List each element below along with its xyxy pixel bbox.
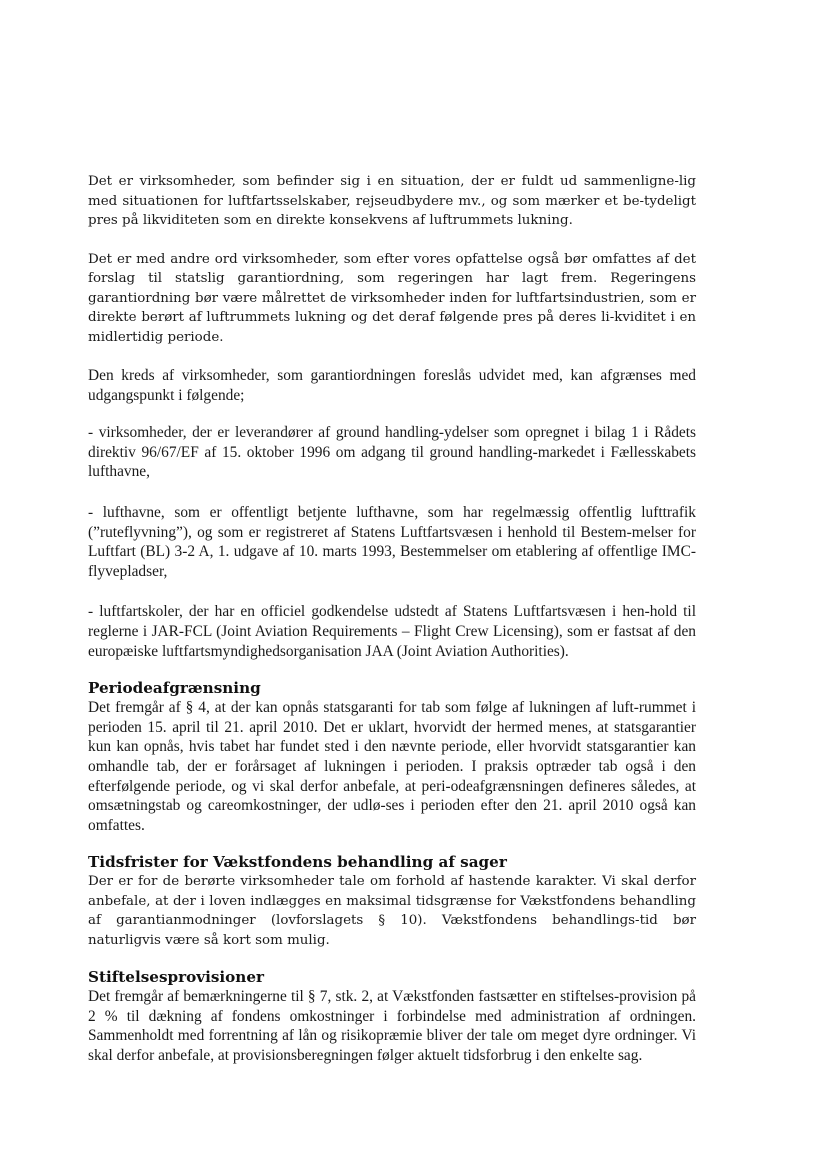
- section-body-period: Det fremgår af § 4, at der kan opnås statsgaranti for tab som følge af lukningen af luft-rummet i perioden 15. april til 21. april 2010. Det er uklart, hvorvidt der hermed menes, at statsgarantier kun kan opnås, hvis tabet har fundet sted i den nævnte periode, eller hvorvidt statsgarantier kan omhandle tab, der er forårsaget af lukningen i perioden. I praksis optræder tab også i den efterfølgende periode, og vi skal derfor anbefale, at peri-odeafgrænsningen defineres således, at omsætningstab og careomkostninger, der udlø-ses i perioden efter den 21. april 2010 også kan omfattes.: [88, 699, 696, 834]
- paragraph-circle-definition: Den kreds af virksomheder, som garantiordningen foreslås udvidet med, kan afgrænses med udgangspunkt i følgende;: [88, 367, 696, 404]
- document-body: [88, 172, 696, 1066]
- section-body-provisions: Det fremgår af bemærkningerne til § 7, stk. 2, at Vækstfonden fastsætter en stiftelses-provision på 2 % til dækning af fondens omkostninger i forbindelse med administration af ordningen. Sammenholdt med forrentning af lån og risikopræmie bliver der tale om meget dyre ordninger. Vi skal derfor anbefale, at provisionsberegningen følger aktuelt tidsforbrug i den enkelte sag.: [88, 988, 696, 1065]
- section-period: [88, 679, 696, 835]
- section-body-deadlines: Der er for de berørte virksomheder tale om forhold af hastende karakter. Vi skal derfor anbefale, at der i loven indlægges en maksimal tidsgrænse for Vækstfondens behandling af garantianmodninger (lovforslagets § 10). Vækstfondens behandlings-tid bør naturligvis være så kort som mulig.: [88, 874, 696, 948]
- section-deadlines: [88, 853, 696, 950]
- section-heading-period: Periodeafgrænsning: [88, 679, 261, 698]
- paragraph-affected-businesses: Det er virksomheder, som befinder sig i en situation, der er fuldt ud sammenligne-lig med situationen for luftfartsselskaber, rejseudbydere mv., og som mærker et be-tydeligt pres på likviditeten som en direkte konsekvens af luftrummets lukning.: [88, 174, 696, 228]
- list-item-ground-handling: - virksomheder, der er leverandører af ground handling-ydelser som opregnet i bilag 1 i Rådets direktiv 96/67/EF af 15. oktober 1996 om adgang til ground handling-markedet i Fællesskabets lufthavne,: [88, 424, 696, 481]
- section-heading-deadlines: Tidsfrister for Vækstfondens behandling af sager: [88, 853, 507, 872]
- list-item-flight-schools: - luftfartskoler, der har en officiel godkendelse udstedt af Statens Luftfartsvæsen i hen-hold til reglerne i JAR-FCL (Joint Aviation Requirements – Flight Crew Licensing), som er fastsat af den europæiske luftfartsmyndighedsorganisation JAA (Joint Aviation Authorities).: [88, 603, 696, 660]
- paragraph-guarantee-scope: Det er med andre ord virksomheder, som efter vores opfattelse også bør omfattes af det forslag til statslig garantiordning, som regeringen har lagt frem. Regeringens garantiordning bør være målrettet de virksomheder inden for luftfartsindustrien, som er direkte berørt af luftrummets lukning og det deraf følgende pres på deres li-kviditet i en midlertidig periode.: [88, 251, 696, 345]
- list-item-airports: - lufthavne, som er offentligt betjente lufthavne, som har regelmæssig offentlig lufttrafik (”ruteflyvning”), og som er registreret af Statens Luftfartsvæsen i henhold til Bestem-melser for Luftfart (BL) 3-2 A, 1. udgave af 10. marts 1993, Bestemmelser om etablering af offentlige IMC-flyvepladser,: [88, 503, 696, 580]
- section-provisions: [88, 968, 696, 1065]
- section-heading-provisions: Stiftelsesprovisioner: [88, 968, 264, 987]
